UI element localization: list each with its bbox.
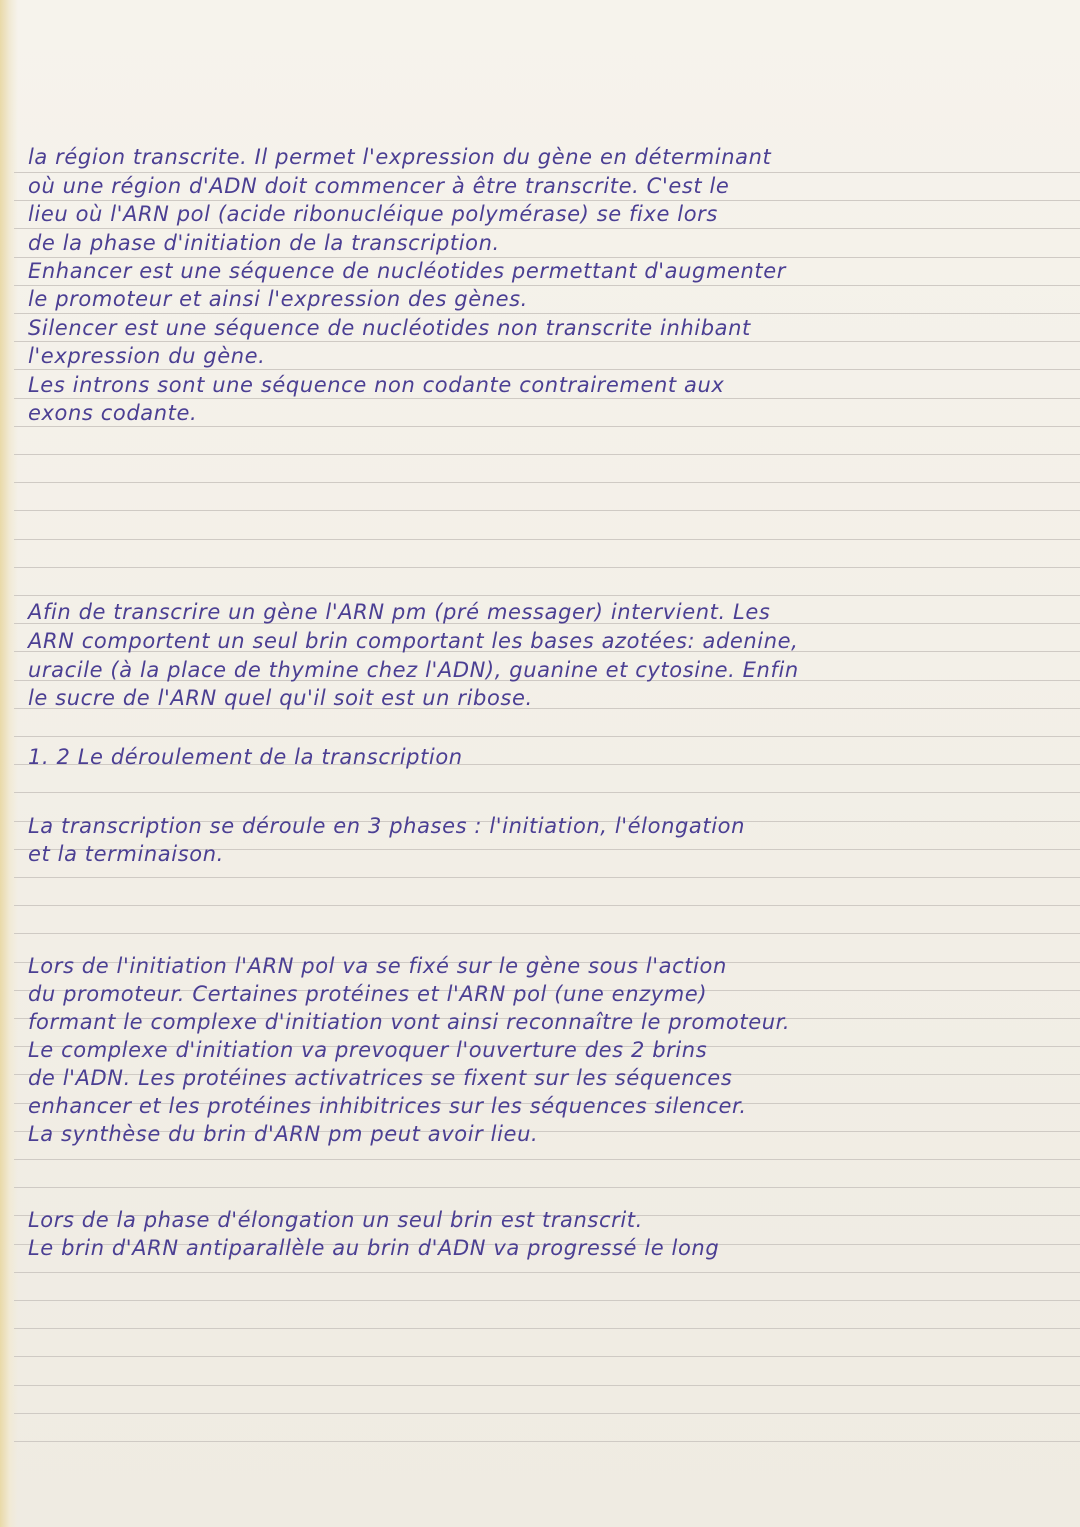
- ruled-line: [14, 905, 1080, 906]
- section-heading: 1. 2 Le déroulement de la transcription: [28, 745, 463, 769]
- text-line: et la terminaison.: [28, 842, 224, 866]
- text-line: La transcription se déroule en 3 phases : l'initiation, l'élongation: [28, 814, 746, 838]
- text-line: où une région d'ADN doit commencer à être transcrite. C'est le: [28, 174, 730, 198]
- ruled-line: [14, 595, 1080, 596]
- text-line: ARN comportent un seul brin comportant les bases azotées: adenine,: [28, 629, 799, 653]
- text-line: le promoteur et ainsi l'expression des gènes.: [28, 287, 528, 311]
- ruled-line: [14, 398, 1080, 399]
- ruled-line: [14, 792, 1080, 793]
- text-line: le sucre de l'ARN quel qu'il soit est un ribose.: [28, 686, 533, 710]
- text-line: Le complexe d'initiation va prevoquer l'ouverture des 2 brins: [28, 1038, 708, 1062]
- ruled-line: [14, 1187, 1080, 1188]
- ruled-line: [14, 1441, 1080, 1442]
- text-line: Les introns sont une séquence non codante contrairement aux: [28, 373, 725, 397]
- text-line: exons codante.: [28, 401, 198, 425]
- ruled-line: [14, 1413, 1080, 1414]
- ruled-line: [14, 1300, 1080, 1301]
- ruled-line: [14, 510, 1080, 511]
- text-line: enhancer et les protéines inhibitrices sur les séquences silencer.: [28, 1094, 747, 1118]
- ruled-line: [14, 877, 1080, 878]
- ruled-line: [14, 228, 1080, 229]
- ruled-line: [14, 426, 1080, 427]
- ruled-line: [14, 257, 1080, 258]
- text-line: lieu où l'ARN pol (acide ribonucléique polymérase) se fixe lors: [28, 202, 718, 226]
- ruled-line: [14, 1159, 1080, 1160]
- ruled-line: [14, 539, 1080, 540]
- ruled-line: [14, 736, 1080, 737]
- ruled-line: [14, 482, 1080, 483]
- ruled-line: [14, 369, 1080, 370]
- text-line: uracile (à la place de thymine chez l'ADN), guanine et cytosine. Enfin: [28, 658, 799, 682]
- ruled-line: [14, 313, 1080, 314]
- text-line: la région transcrite. Il permet l'expression du gène en déterminant: [28, 145, 772, 169]
- ruled-line: [14, 172, 1080, 173]
- text-line: Lors de la phase d'élongation un seul brin est transcrit.: [28, 1208, 643, 1232]
- text-line: La synthèse du brin d'ARN pm peut avoir lieu.: [28, 1122, 539, 1146]
- text-line: l'expression du gène.: [28, 344, 266, 368]
- ruled-line: [14, 1356, 1080, 1357]
- ruled-line: [14, 567, 1080, 568]
- ruled-line: [14, 1272, 1080, 1273]
- ruled-line: [14, 1385, 1080, 1386]
- ruled-line: [14, 454, 1080, 455]
- ruled-line: [14, 285, 1080, 286]
- ruled-line: [14, 1328, 1080, 1329]
- ruled-line: [14, 341, 1080, 342]
- text-line: Afin de transcrire un gène l'ARN pm (pré messager) intervient. Les: [28, 600, 771, 624]
- text-line: Enhancer est une séquence de nucléotides permettant d'augmenter: [28, 259, 787, 283]
- text-line: de la phase d'initiation de la transcription.: [28, 231, 500, 255]
- ruled-line: [14, 933, 1080, 934]
- text-line: Le brin d'ARN antiparallèle au brin d'ADN va progressé le long: [28, 1236, 720, 1260]
- text-line: formant le complexe d'initiation vont ainsi reconnaître le promoteur.: [28, 1010, 791, 1034]
- text-line: Silencer est une séquence de nucléotides non transcrite inhibant: [28, 316, 751, 340]
- text-line: Lors de l'initiation l'ARN pol va se fixé sur le gène sous l'action: [28, 954, 727, 978]
- text-line: de l'ADN. Les protéines activatrices se fixent sur les séquences: [28, 1066, 733, 1090]
- text-line: du promoteur. Certaines protéines et l'ARN pol (une enzyme): [28, 982, 708, 1006]
